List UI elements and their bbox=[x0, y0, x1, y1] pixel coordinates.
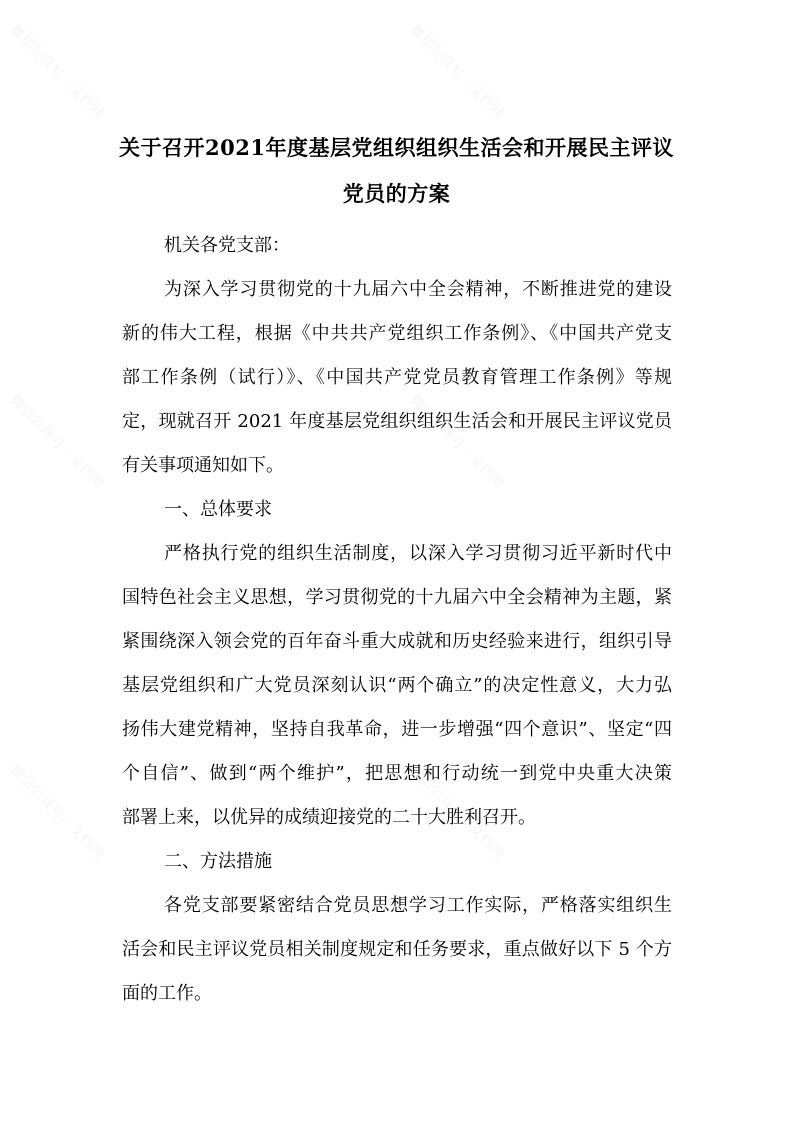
paragraph-line: 基层党组织和广大党员深刻认识“两个确立”的决定性意义，大力弘 bbox=[122, 675, 672, 696]
paragraph-line: 新的伟大工程，根据《中共共产党组织工作条例》、《中国共产党支 bbox=[122, 323, 672, 344]
salutation: 机关各党支部： bbox=[164, 235, 290, 256]
paragraph-line: 国特色社会主义思想，学习贯彻党的十九届六中全会精神为主题，紧 bbox=[122, 587, 672, 608]
paragraph-line: 严格执行党的组织生活制度，以深入学习贯彻习近平新时代中 bbox=[164, 543, 672, 564]
paragraph-line: 各党支部要紧密结合党员思想学习工作实际，严格落实组织生 bbox=[164, 895, 672, 916]
paragraph-line: 有关事项通知如下。 bbox=[122, 455, 284, 476]
watermark: 微信公众号 · 文档网 bbox=[6, 392, 107, 493]
section-heading: 二、方法措施 bbox=[164, 851, 272, 872]
watermark: 微信公众号 · 文档网 bbox=[406, 762, 507, 863]
document-title-line1: 关于召开2021年度基层党组织组织生活会和开展民主评议 bbox=[119, 135, 674, 160]
watermark: 微信公众号 · 文档网 bbox=[6, 22, 107, 123]
section-heading: 一、总体要求 bbox=[164, 499, 272, 520]
document-title-line2: 党员的方案 bbox=[342, 181, 451, 206]
watermark: 微信公众号 · 文档网 bbox=[406, 22, 507, 123]
paragraph-line: 定，现就召开 2021 年度基层党组织组织生活会和开展民主评议党员 bbox=[122, 411, 672, 432]
paragraph-line: 紧围绕深入领会党的百年奋斗重大成就和历史经验来进行，组织引导 bbox=[122, 631, 672, 652]
paragraph-line: 面的工作。 bbox=[122, 983, 212, 1004]
paragraph-line: 部署上来，以优异的成绩迎接党的二十大胜利召开。 bbox=[122, 807, 536, 828]
watermark: 微信公众号 · 文档网 bbox=[406, 392, 507, 493]
paragraph-line: 活会和民主评议党员相关制度规定和任务要求，重点做好以下 5 个方 bbox=[122, 939, 672, 960]
watermark: 微信公众号 · 文档网 bbox=[6, 762, 107, 863]
paragraph-line: 为深入学习贯彻党的十九届六中全会精神，不断推进党的建设 bbox=[164, 279, 672, 300]
paragraph-line: 个自信”、做到“两个维护”，把思想和行动统一到党中央重大决策 bbox=[122, 763, 672, 784]
paragraph-line: 部工作条例（试行）》、《中国共产党党员教育管理工作条例》等规 bbox=[122, 367, 672, 388]
paragraph-line: 扬伟大建党精神，坚持自我革命，进一步增强“四个意识”、坚定“四 bbox=[122, 719, 672, 740]
